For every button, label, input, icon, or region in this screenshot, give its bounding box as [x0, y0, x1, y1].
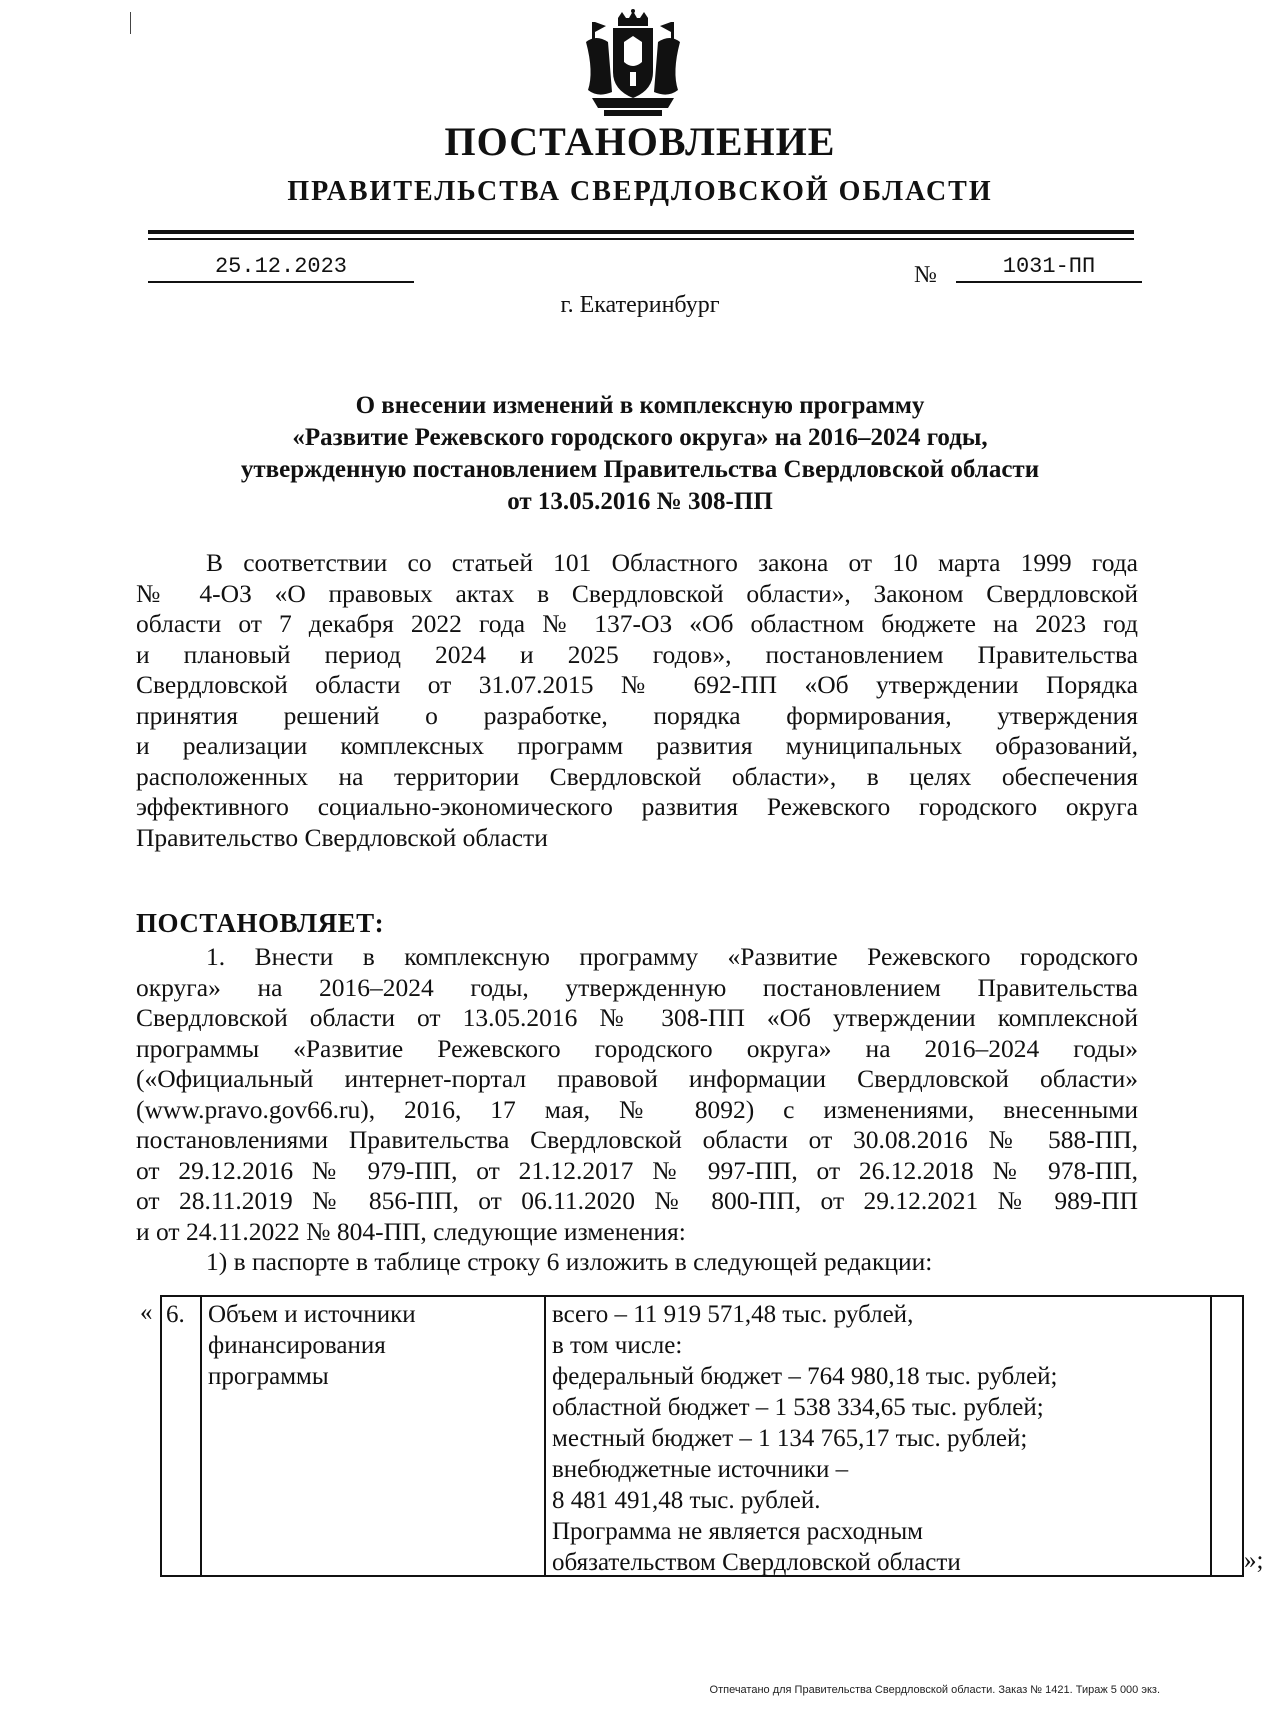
title-line: «Развитие Режевского городского округа» на 2016–2024 годы,	[292, 424, 988, 451]
text-line: округа» на 2016–2024 годы, утвержденную постановлением Правительства	[136, 972, 1138, 1002]
column-divider	[200, 1297, 202, 1575]
issuer-heading: ПРАВИТЕЛЬСТВА СВЕРДЛОВСКОЙ ОБЛАСТИ	[287, 176, 993, 207]
header-rule-thin	[148, 238, 1134, 240]
text-line: (www.pravo.gov66.ru), 2016, 17 мая, № 8092) с изменениями, внесенными	[136, 1094, 1138, 1124]
cell-line: Объем и источники	[208, 1301, 416, 1328]
text-line: эффективного социально-экономического развития Режевского городского округа	[136, 792, 1138, 821]
text-line: принятия решений о разработке, порядка формирования, утверждения	[136, 700, 1138, 730]
cell-line: обязательством Свердловской области	[552, 1549, 961, 1576]
header-rule-thick	[148, 230, 1134, 234]
issue-city: г. Екатеринбург	[560, 292, 720, 318]
row-number-cell: 6.	[166, 1301, 185, 1328]
text-line: и от 24.11.2022 № 804-ПП, следующие изменения:	[136, 1216, 686, 1246]
text-line: 1. Внести в комплексную программу «Развитие Режевского городского	[206, 942, 1138, 971]
text-line: постановлениями Правительства Свердловской области от 30.08.2016 № 588-ПП,	[136, 1125, 1138, 1154]
cell-line: Программа не является расходным	[552, 1518, 923, 1545]
text-line: от 28.11.2019 № 856-ПП, от 06.11.2020 № 800-ПП, от 29.12.2021 № 989-ПП	[136, 1186, 1138, 1215]
document-number: 1031-ПП	[956, 254, 1142, 283]
cell-line: местный бюджет – 1 134 765,17 тыс. рублей;	[552, 1425, 1028, 1452]
cell-line: программы	[208, 1363, 329, 1390]
text-line: программы «Развитие Режевского городского округа» на 2016–2024 годы»	[136, 1033, 1138, 1063]
title-line: утвержденную постановлением Правительства Свердловской области	[240, 456, 1040, 483]
column-divider	[544, 1297, 546, 1575]
cell-line: внебюджетные источники –	[552, 1456, 849, 1483]
table-close-quote: »;	[1244, 1547, 1263, 1574]
text-line: и плановый период 2024 и 2025 годов», постановлением Правительства	[136, 639, 1138, 669]
text-line: и реализации комплексных программ развития муниципальных образований,	[136, 731, 1138, 760]
document-date: 25.12.2023	[148, 254, 414, 283]
text-line: расположенных на территории Свердловской области», в целях обеспечения	[136, 761, 1138, 791]
item-1-paragraph	[136, 942, 1138, 1278]
cell-line: 8 481 491,48 тыс. рублей.	[552, 1487, 821, 1514]
cell-line: областной бюджет – 1 538 334,65 тыс. рублей;	[552, 1394, 1044, 1421]
title-line: О внесении изменений в комплексную программу	[355, 392, 925, 419]
text-line: 1) в паспорте в таблице строку 6 изложить в следующей редакции:	[206, 1247, 933, 1276]
number-sign: №	[914, 262, 937, 288]
text-line: от 29.12.2016 № 979-ПП, от 21.12.2017 № 997-ПП, от 26.12.2018 № 978-ПП,	[136, 1155, 1138, 1185]
text-line: В соответствии со статьей 101 Областного закона от 10 марта 1999 года	[206, 548, 1138, 577]
preamble-paragraph	[136, 548, 1138, 853]
print-footer: Отпечатано для Правительства Свердловской области. Заказ № 1421. Тираж 5 000 экз.	[709, 1684, 1160, 1696]
text-line: Свердловской области от 31.07.2015 № 692-ПП «Об утверждении Порядка	[136, 670, 1138, 699]
text-line: («Официальный интернет-портал правовой информации Свердловской области»	[136, 1064, 1138, 1093]
text-line: Правительство Свердловской области	[136, 822, 548, 852]
table-grid	[160, 1295, 1244, 1577]
title-line: от 13.05.2016 № 308-ПП	[507, 488, 773, 515]
cell-line: всего – 11 919 571,48 тыс. рублей,	[552, 1301, 914, 1328]
text-line: Свердловской области от 13.05.2016 № 308-ПП «Об утверждении комплексной	[136, 1003, 1138, 1032]
document-title	[150, 390, 1130, 518]
text-line: области от 7 декабря 2022 года № 137-ОЗ «Об областном бюджете на 2023 год	[136, 609, 1138, 638]
decree-word: ПОСТАНОВЛЯЕТ:	[136, 908, 385, 938]
document-type-heading: ПОСТАНОВЛЕНИЕ	[444, 119, 836, 164]
table-open-quote: «	[140, 1299, 153, 1326]
row-value-cell	[552, 1299, 1242, 1578]
row-name-cell	[208, 1299, 538, 1392]
text-line: № 4-ОЗ «О правовых актах в Свердловской области», Законом Свердловской	[136, 578, 1138, 608]
coat-of-arms-icon	[578, 12, 688, 122]
scan-artifact	[130, 12, 135, 34]
cell-line: финансирования	[208, 1332, 386, 1359]
cell-line: в том числе:	[552, 1332, 683, 1359]
cell-line: федеральный бюджет – 764 980,18 тыс. рублей;	[552, 1363, 1058, 1390]
